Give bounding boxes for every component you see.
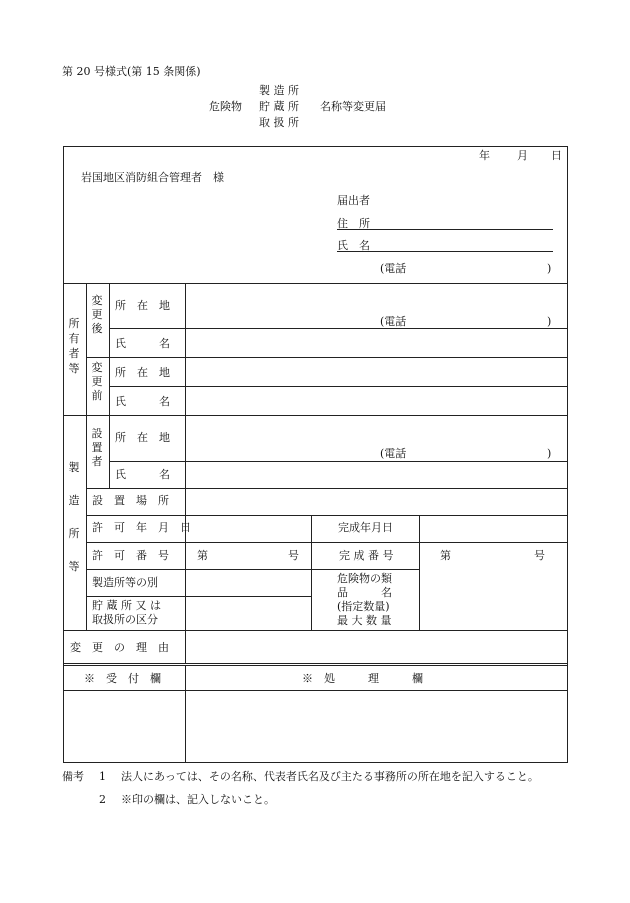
- date-year: 年: [479, 149, 490, 162]
- reception-column-label: ※ 受 付 欄: [84, 672, 161, 685]
- owner-after-name-label: 氏 名: [115, 337, 170, 350]
- date-day: 日: [551, 149, 562, 162]
- applicant-name-field[interactable]: [337, 251, 553, 252]
- permit-number-dai: 第: [197, 549, 208, 562]
- facility-phone-open: (電話: [380, 447, 407, 460]
- date-month: 月: [517, 149, 528, 162]
- facility-location-label: 所 在 地: [115, 431, 170, 444]
- addressee: 岩国地区消防組合管理者 様: [81, 171, 224, 184]
- owner-after-label: 変 更 後: [91, 294, 103, 335]
- title-line-storage: 貯 蔵 所: [259, 100, 299, 113]
- completion-number-label: 完 成 番 号: [339, 549, 394, 562]
- applicant-label: 届出者: [337, 194, 370, 207]
- facility-phone-close: ): [547, 447, 552, 460]
- facility-type-label: 製造所等の別: [92, 576, 158, 589]
- processing-column-label: ※ 処 理 欄: [302, 672, 423, 685]
- permit-number-label: 許 可 番 号: [92, 549, 169, 562]
- applicant-phone-close: ): [547, 262, 552, 275]
- owner-after-phone-open: (電話: [380, 315, 407, 328]
- applicant-phone-open: (電話: [380, 262, 407, 275]
- storage-class-label-2: 取扱所の区分: [92, 613, 158, 626]
- owner-after-phone-close: ): [547, 315, 552, 328]
- title-line-manufacturing: 製 造 所: [259, 84, 299, 97]
- facility-section-label: 製 造 所 等: [68, 461, 80, 573]
- completion-date-label: 完成年月日: [338, 521, 393, 534]
- change-reason-label: 変 更 の 理 由: [70, 641, 169, 654]
- permit-date-label: 許 可 年 月 日: [92, 521, 191, 534]
- permit-number-gou: 号: [288, 549, 299, 562]
- hazmat-label-1: 危険物の類: [337, 572, 392, 585]
- owner-after-location-label: 所 在 地: [115, 299, 170, 312]
- note-text-1: 法人にあっては、その名称、代表者氏名及び主たる事務所の所在地を記入すること。: [121, 770, 539, 783]
- hazmat-label-3: (指定数量): [337, 600, 390, 613]
- completion-number-dai: 第: [440, 549, 451, 562]
- owner-before-label: 変 更 前: [91, 361, 103, 402]
- applicant-address-label: 住 所: [337, 217, 370, 230]
- completion-number-gou: 号: [534, 549, 545, 562]
- hazmat-label-2: 品 名: [337, 586, 392, 599]
- applicant-name-label: 氏 名: [337, 239, 370, 252]
- title-suffix: 名称等変更届: [320, 100, 386, 113]
- owner-before-location-label: 所 在 地: [115, 366, 170, 379]
- applicant-address-field[interactable]: [337, 229, 553, 230]
- facility-name-label: 氏 名: [115, 468, 170, 481]
- owner-before-name-label: 氏 名: [115, 395, 170, 408]
- install-place-label: 設 置 場 所: [92, 494, 169, 507]
- note-text-2: ※印の欄は、記入しないこと。: [121, 793, 275, 806]
- notes-label: 備考: [62, 770, 84, 783]
- note-number-1: 1: [99, 770, 106, 783]
- title-prefix: 危険物: [209, 100, 242, 113]
- hazmat-label-4: 最 大 数 量: [337, 614, 392, 627]
- title-line-handling: 取 扱 所: [259, 116, 299, 129]
- note-number-2: 2: [99, 793, 106, 806]
- form-number: 第 20 号様式(第 15 条関係): [62, 65, 201, 78]
- facility-installer-label: 設 置 者: [91, 427, 103, 468]
- owner-section-label: 所 有 者 等: [68, 317, 80, 375]
- storage-class-label-1: 貯 蔵 所 又 は: [92, 599, 161, 612]
